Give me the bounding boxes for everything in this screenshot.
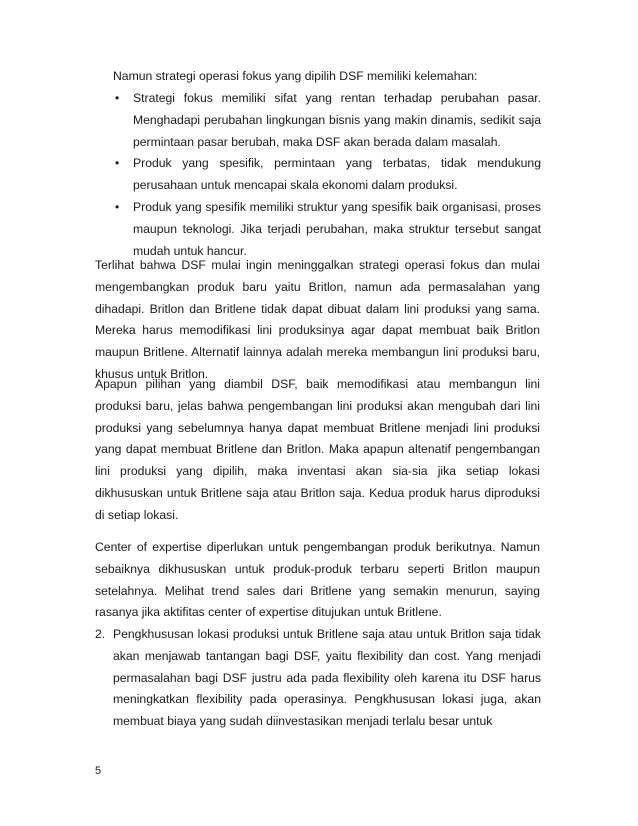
weakness-bullet-list: [113, 88, 541, 262]
item-text: Pengkhususan lokasi produksi untuk Britlene saja atau untuk Britlon saja tidak akan menjawab tantangan bagi DSF, yaitu flexibility dan cost. Yang menjadi permasalahan bagi DSF justru ada pada flexibility oleh karena itu DSF harus meningkatkan flexibility pada operasinya. Pengkhususan lokasi juga, akan membuat biaya yang sudah diinvestasikan menjadi terlalu besar untuk: [113, 627, 541, 729]
bullet-text: Produk yang spesifik, permintaan yang terbatas, tidak mendukung perusahaan untuk mencapai skala ekonomi dalam produksi.: [133, 156, 541, 193]
bullet-text: Produk yang spesifik memiliki struktur yang spesifik baik organisasi, proses maupun teknologi. Jika terjadi perubahan, maka struktur tersebut sangat mudah untuk hancur.: [133, 199, 541, 258]
bullet-item: [113, 88, 541, 153]
numbered-item-2: [95, 624, 541, 733]
paragraph-center-of-expertise: Center of expertise diperlukan untuk pengembangan produk berikutnya. Namun sebaiknya dikhususkan untuk produk-produk terbaru seperti Britlon maupun setelahnya. Melihat trend sales dari Britlene yang semakin menurun, saying rasanya jika aktifitas center of expertise ditujukan untuk Britlene.: [95, 540, 540, 620]
page-number: 5: [95, 765, 102, 777]
bullet-item: [113, 197, 541, 262]
bullet-icon: •: [115, 199, 120, 214]
bullet-item: [113, 153, 541, 197]
bullet-icon: •: [115, 156, 120, 171]
paragraph-production-line-choice: Apapun pilihan yang diambil DSF, baik memodifikasi atau membangun lini produksi baru, jelas bahwa pengembangan lini produksi akan mengubah dari lini produksi yang sebelumnya hanya dapat membuat Britlene menjadi lini produksi yang dapat membuat Britlene dan Britlon. Maka apapun altenatif pengembangan lini produksi yang dipilih, maka inventasi akan sia-sia jika setiap lokasi dikhususkan untuk Britlene saja atau Britlon saja. Kedua produk harus diproduksi di setiap lokasi.: [95, 377, 540, 522]
paragraph-britlon-development: Terlihat bahwa DSF mulai ingin meninggalkan strategi operasi fokus dan mulai mengembangkan produk baru yaitu Britlon, namun ada permasalahan yang dihadapi. Britlon dan Britlene tidak dapat dibuat dalam lini produksi yang sama. Mereka harus memodifikasi lini produksinya agar dapat membuat baik Britlon maupun Britlene. Alternatif lainnya adalah mereka membangun lini produksi baru, khusus untuk Britlon.: [95, 258, 540, 381]
bullet-text: Strategi fokus memiliki sifat yang rentan terhadap perubahan pasar. Menghadapi perubahan lingkungan bisnis yang makin dinamis, sedikit saja permintaan pasar berubah, maka DSF akan berada dalam masalah.: [133, 91, 541, 149]
intro-sentence: Namun strategi operasi fokus yang dipilih DSF memiliki kelemahan:: [113, 69, 478, 83]
bullet-icon: •: [115, 91, 120, 105]
item-number: 2.: [95, 627, 106, 641]
